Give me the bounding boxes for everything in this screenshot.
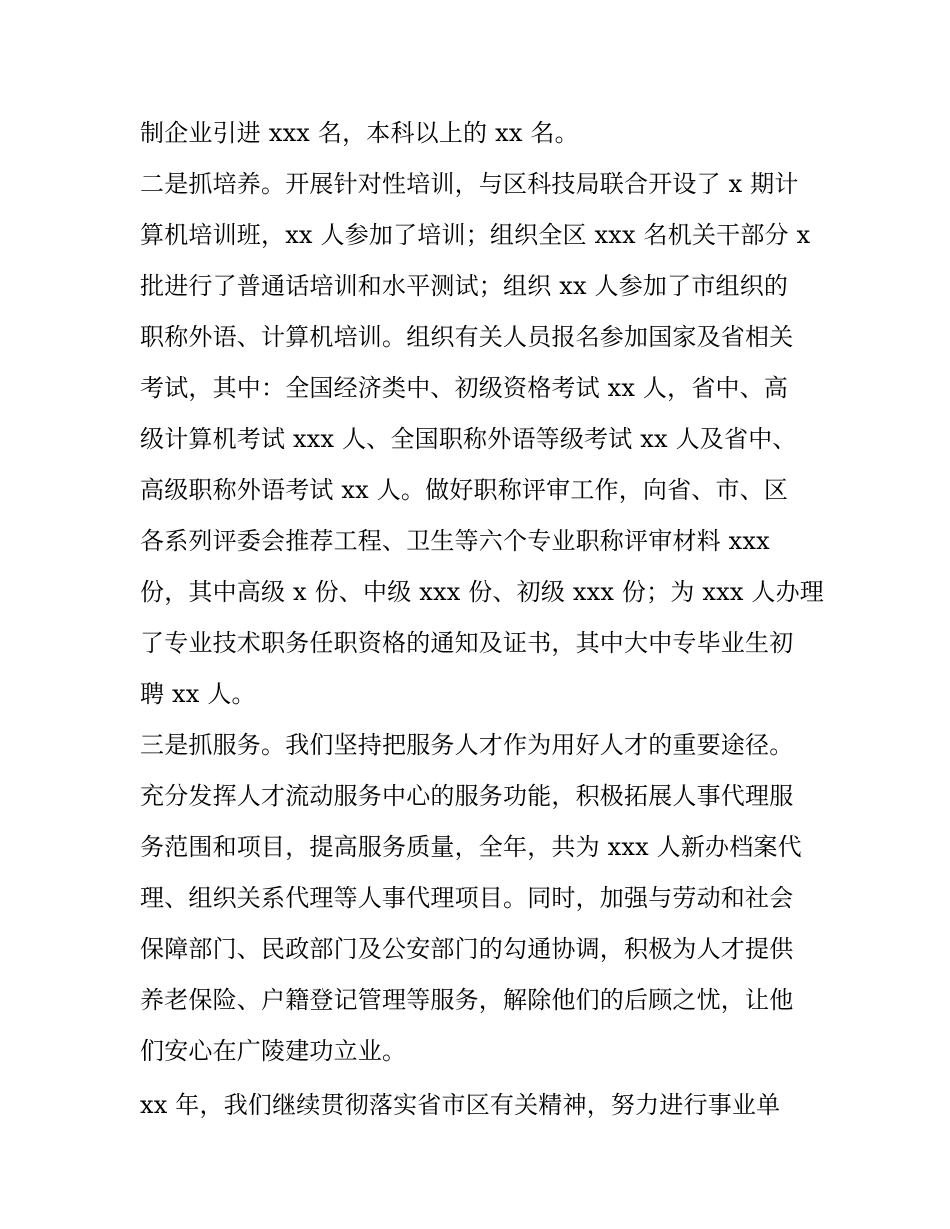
text-line: 制企业引进 xxx 名，本科以上的 xx 名。 [140, 119, 579, 147]
text-line: 二是抓培养。开展针对性培训，与区科技局联合开设了 x 期计 [140, 170, 799, 198]
text-line: 算机培训班，xx 人参加了培训；组织全区 xxx 名机关干部分 x [140, 221, 811, 249]
text-line: 理、组织关系代理等人事代理项目。同时，加强与劳动和社会 [140, 884, 794, 912]
text-line: xx 年，我们继续贯彻落实省市区有关精神，努力进行事业单 [140, 1091, 781, 1119]
text-line: 级计算机考试 xxx 人、全国职称外语等级考试 xx 人及省中、 [140, 425, 797, 453]
text-line: 们安心在广陵建功立业。 [140, 1037, 407, 1065]
text-line: 考试，其中：全国经济类中、初级资格考试 xx 人，省中、高 [140, 374, 789, 402]
text-line: 保障部门、民政部门及公安部门的勾通协调，积极为人才提供 [140, 935, 794, 963]
text-line: 养老保险、户籍登记管理等服务，解除他们的后顾之忧，让他 [140, 986, 794, 1014]
text-line: 聘 xx 人。 [140, 680, 256, 708]
text-line: 务范围和项目，提高服务质量，全年，共为 xxx 人新办档案代 [140, 833, 802, 861]
document-body [140, 108, 824, 1131]
text-line: 三是抓服务。我们坚持把服务人才作为用好人才的重要途径。 [140, 731, 794, 759]
text-line: 份，其中高级 x 份、中级 xxx 份、初级 xxx 份；为 xxx 人办理 [140, 578, 824, 606]
text-line: 批进行了普通话培训和水平测试；组织 xx 人参加了市组织的 [140, 272, 789, 300]
text-line: 充分发挥人才流动服务中心的服务功能，积极拓展人事代理服 [140, 782, 794, 810]
text-line: 各系列评委会推荐工程、卫生等六个专业职称评审材料 xxx [140, 527, 770, 555]
text-line: 了专业技术职务任职资格的通知及证书，其中大中专毕业生初 [140, 629, 794, 657]
text-line: 高级职称外语考试 xx 人。做好职称评审工作，向省、市、区 [140, 476, 789, 504]
text-line: 职称外语、计算机培训。组织有关人员报名参加国家及省相关 [140, 323, 794, 351]
